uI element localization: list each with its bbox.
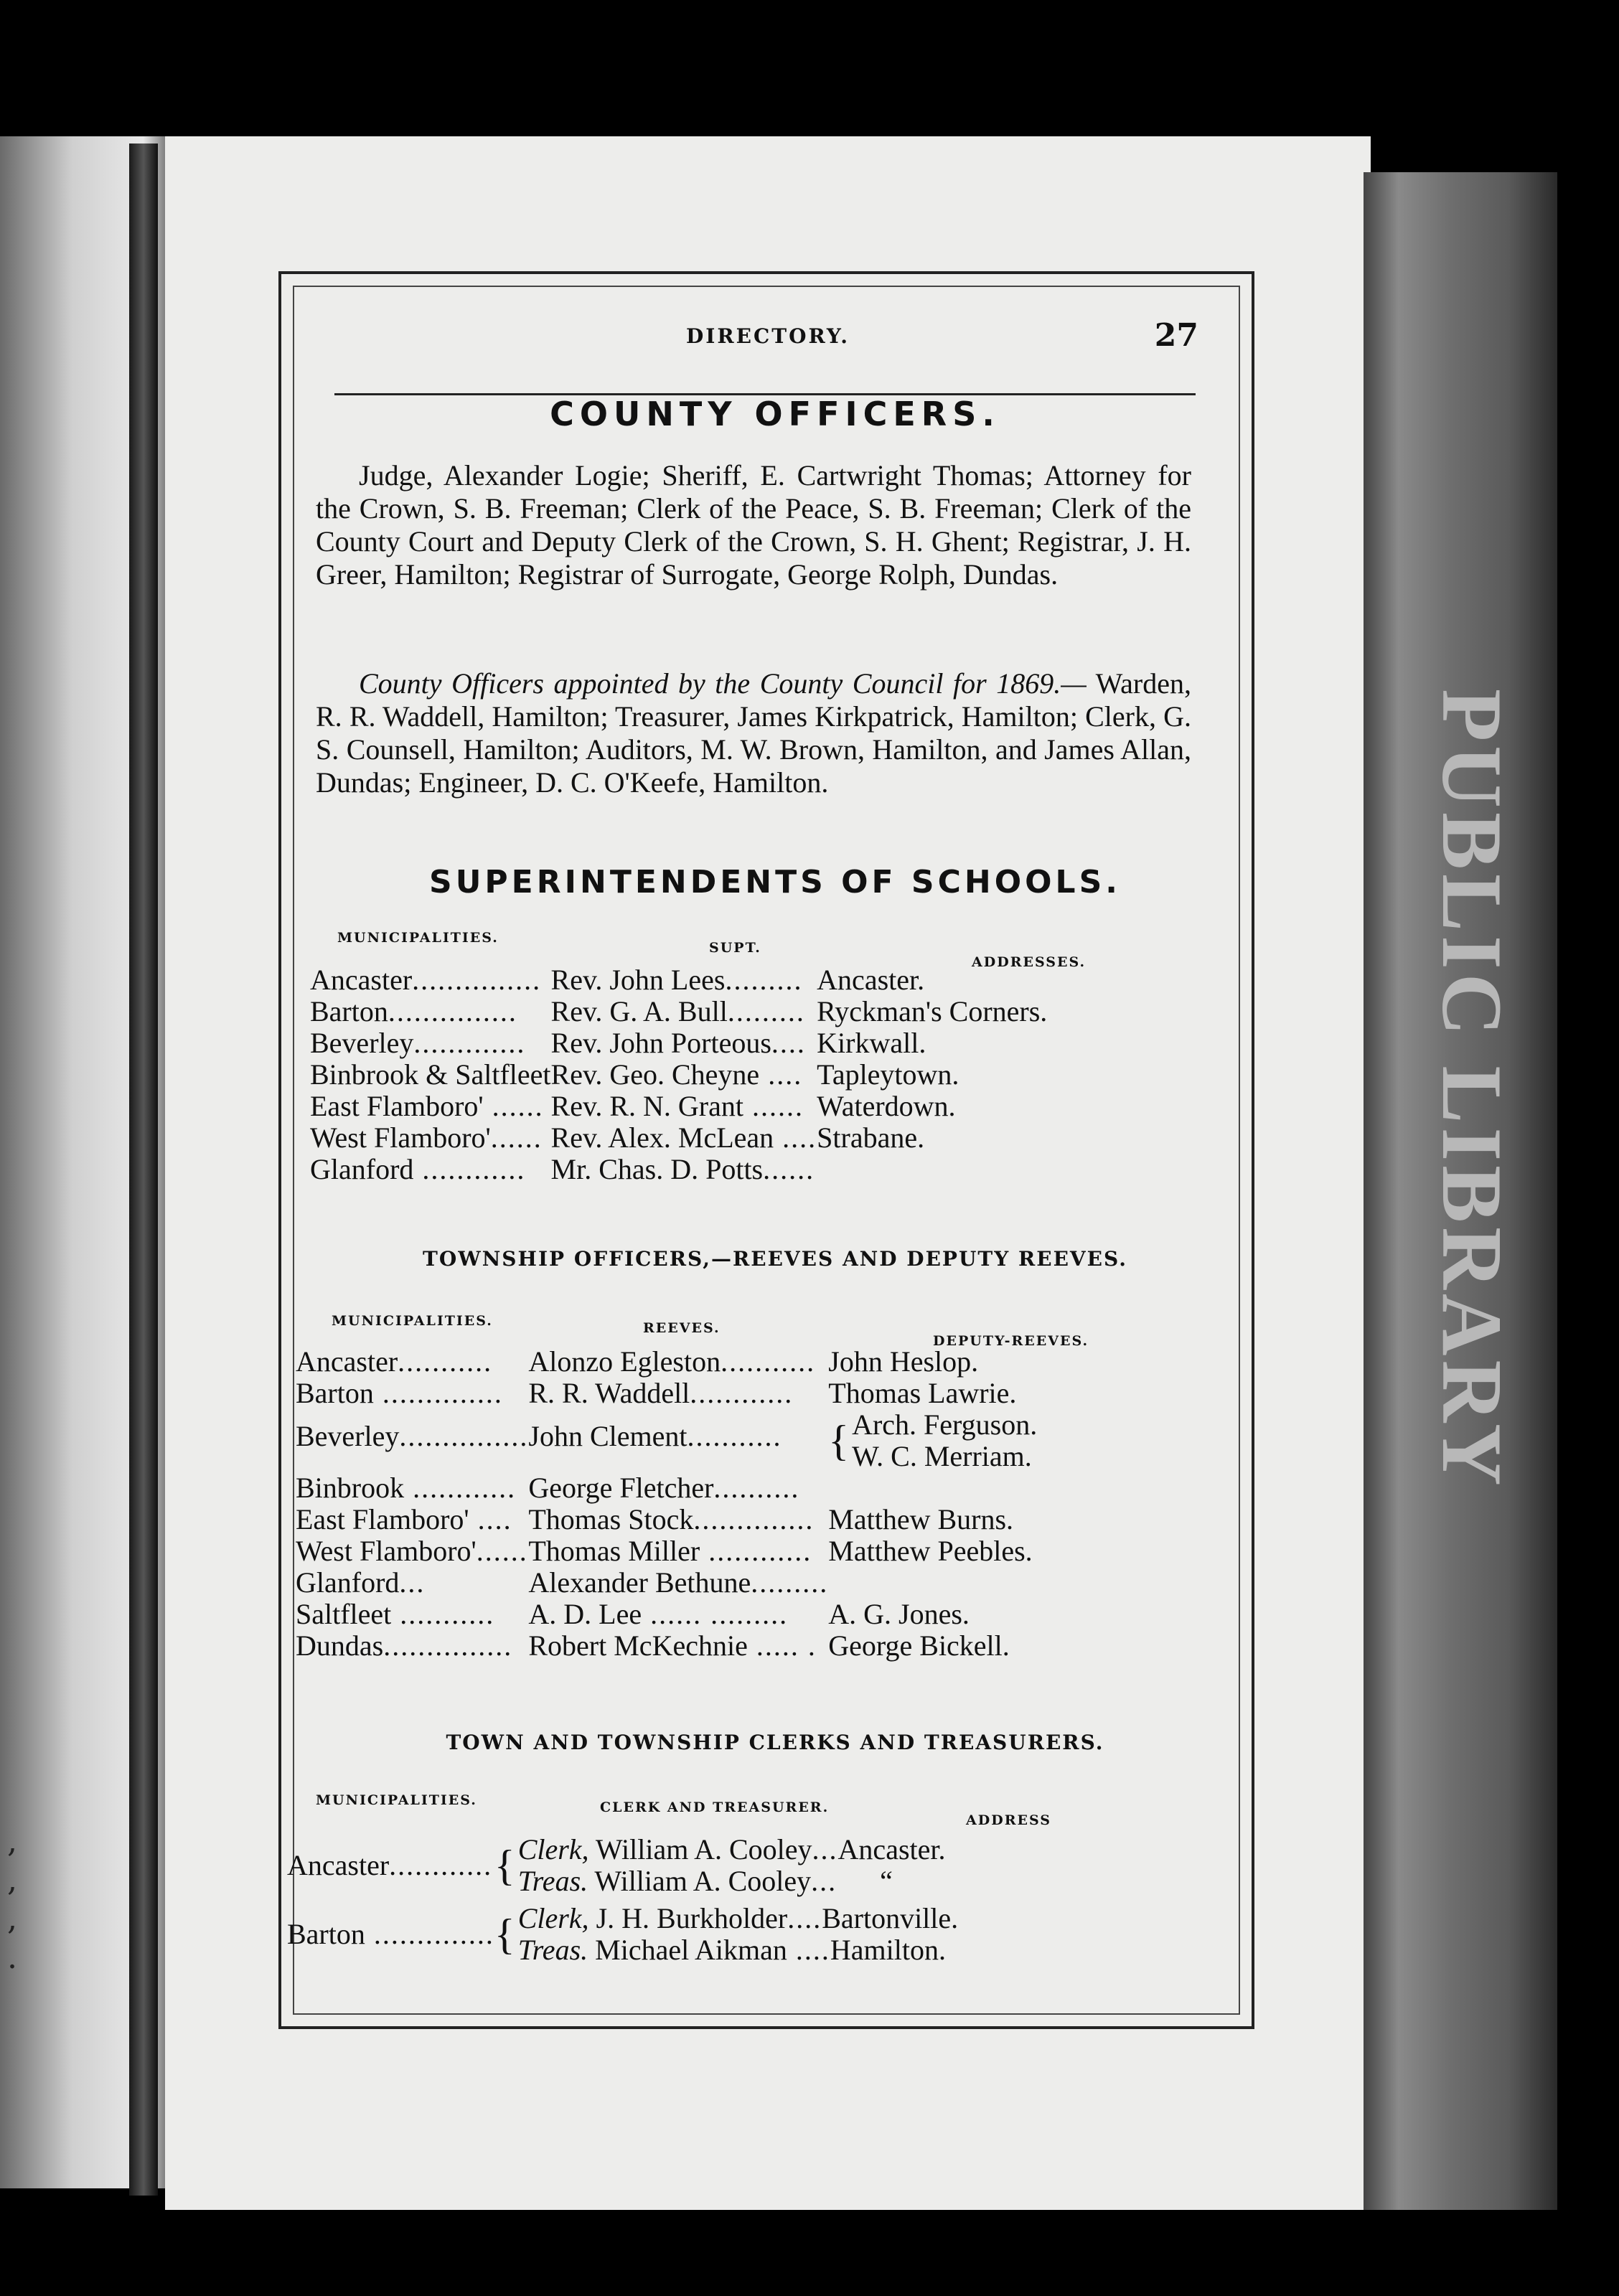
table-row: Dundas............... Robert McKechnie ..... . George Bickell. bbox=[296, 1629, 1010, 1662]
clerks-treasurers-table bbox=[287, 1834, 958, 1966]
table-row: West Flamboro'...... Rev. Alex. McLean .... Strabane. bbox=[310, 1121, 925, 1154]
county-officers-text: Judge, Alexander Logie; Sheriff, E. Cartwright Thomas; Attorney for the Crown, S. B. Freeman; Clerk of the Peace, S. B. Freeman; Clerk of the County Court and Deputy Clerk of the Crown, S. H. Ghent; Registrar, J. H. Greer, Hamilton; Registrar of Surrogate, George Rolph, Dundas. bbox=[316, 459, 1191, 591]
county-officers-heading: COUNTY OFFICERS. bbox=[550, 395, 1000, 433]
table-row: Barton............... Rev. G. A. Bull......... Ryckman's Corners. bbox=[310, 995, 1048, 1027]
county-council-paragraph bbox=[316, 667, 1191, 799]
header-title: DIRECTORY. bbox=[685, 324, 850, 348]
col-municipalities: MUNICIPALITIES. bbox=[316, 1792, 477, 1808]
table-row: Beverley............. Rev. John Porteous.... Kirkwall. bbox=[310, 1027, 926, 1059]
table-row: Glanford ............ Mr. Chas. D. Potts...... bbox=[310, 1153, 815, 1185]
table-row: Saltfleet ........... A. D. Lee ...... ......... A. G. Jones. bbox=[296, 1598, 970, 1630]
clerks-treasurers-heading: TOWN AND TOWNSHIP CLERKS AND TREASURERS. bbox=[446, 1731, 1104, 1754]
table-row: Barton .............. R. R. Waddell............ Thomas Lawrie. bbox=[296, 1377, 1017, 1409]
running-header bbox=[337, 317, 1198, 367]
superintendents-heading: SUPERINTENDENTS OF SCHOOLS. bbox=[429, 864, 1121, 900]
county-council-text: Warden, R. R. Waddell, Hamilton; Treasurer, James Kirkpatrick, Hamilton; Clerk, G. S. Counsell, Hamilton; Auditors, M. W. Brown, Hamilton, and James Allan, Dundas; Engineer, D. C. O'Keefe, Hamilton. bbox=[316, 667, 1192, 799]
township-officers-heading: TOWNSHIP OFFICERS,—REEVES AND DEPUTY REEVES. bbox=[423, 1247, 1127, 1271]
table-row: Ancaster............ { Clerk, William A. Cooley...Ancaster. Treas. William A. Cooley... “ bbox=[287, 1833, 946, 1897]
table-row: East Flamboro' .... Thomas Stock.............. Matthew Burns. bbox=[296, 1503, 1014, 1535]
col-reeves: REEVES. bbox=[643, 1320, 721, 1336]
col-supt: SUPT. bbox=[709, 940, 761, 956]
brace: { bbox=[494, 1911, 515, 1958]
page-number: 27 bbox=[1154, 317, 1198, 354]
table-row: Binbrook ............ George Fletcher.......... bbox=[296, 1472, 800, 1504]
table-row: East Flamboro' ...... Rev. R. N. Grant ...... Waterdown. bbox=[310, 1090, 956, 1122]
book-gutter bbox=[129, 144, 158, 2196]
left-page-marginalia: , , , . bbox=[7, 1823, 17, 1976]
table-row: Binbrook & Saltfleet Rev. Geo. Cheyne .... Tapleytown. bbox=[310, 1058, 959, 1091]
table-row: Beverley............... John Clement........... { Arch. Ferguson. W. C. Merriam. bbox=[296, 1408, 1038, 1472]
superintendents-table bbox=[310, 964, 1047, 1185]
table-row: Glanford... Alexander Bethune......... bbox=[296, 1566, 829, 1599]
brace: { bbox=[828, 1417, 850, 1464]
col-deputy-reeves: DEPUTY-REEVES. bbox=[933, 1333, 1089, 1349]
col-clerk-treasurer: CLERK AND TREASURER. bbox=[600, 1799, 830, 1815]
brace: { bbox=[494, 1842, 515, 1889]
table-row: Ancaster........... Alonzo Egleston........... John Heslop. bbox=[296, 1345, 979, 1378]
col-municipalities: MUNICIPALITIES. bbox=[337, 930, 499, 946]
col-addresses: ADDRESSES. bbox=[972, 954, 1087, 970]
township-officers-table bbox=[296, 1346, 1037, 1662]
table-row: Ancaster............... Rev. John Lees......... Ancaster. bbox=[310, 964, 925, 996]
col-address: ADDRESS bbox=[966, 1812, 1051, 1828]
county-council-lead: County Officers appointed by the County Council for 1869.— bbox=[359, 667, 1087, 700]
table-row: West Flamboro'...... Thomas Miller ............ Matthew Peebles. bbox=[296, 1535, 1033, 1567]
col-municipalities: MUNICIPALITIES. bbox=[332, 1313, 493, 1329]
county-officers-paragraph bbox=[316, 459, 1191, 591]
spine-stamp: PUBLIC LIBRARY bbox=[1425, 689, 1520, 1490]
table-row: Barton .............. { Clerk, J. H. Burkholder....Bartonville. Treas. Michael Aikman ....Hamilton. bbox=[287, 1902, 959, 1966]
